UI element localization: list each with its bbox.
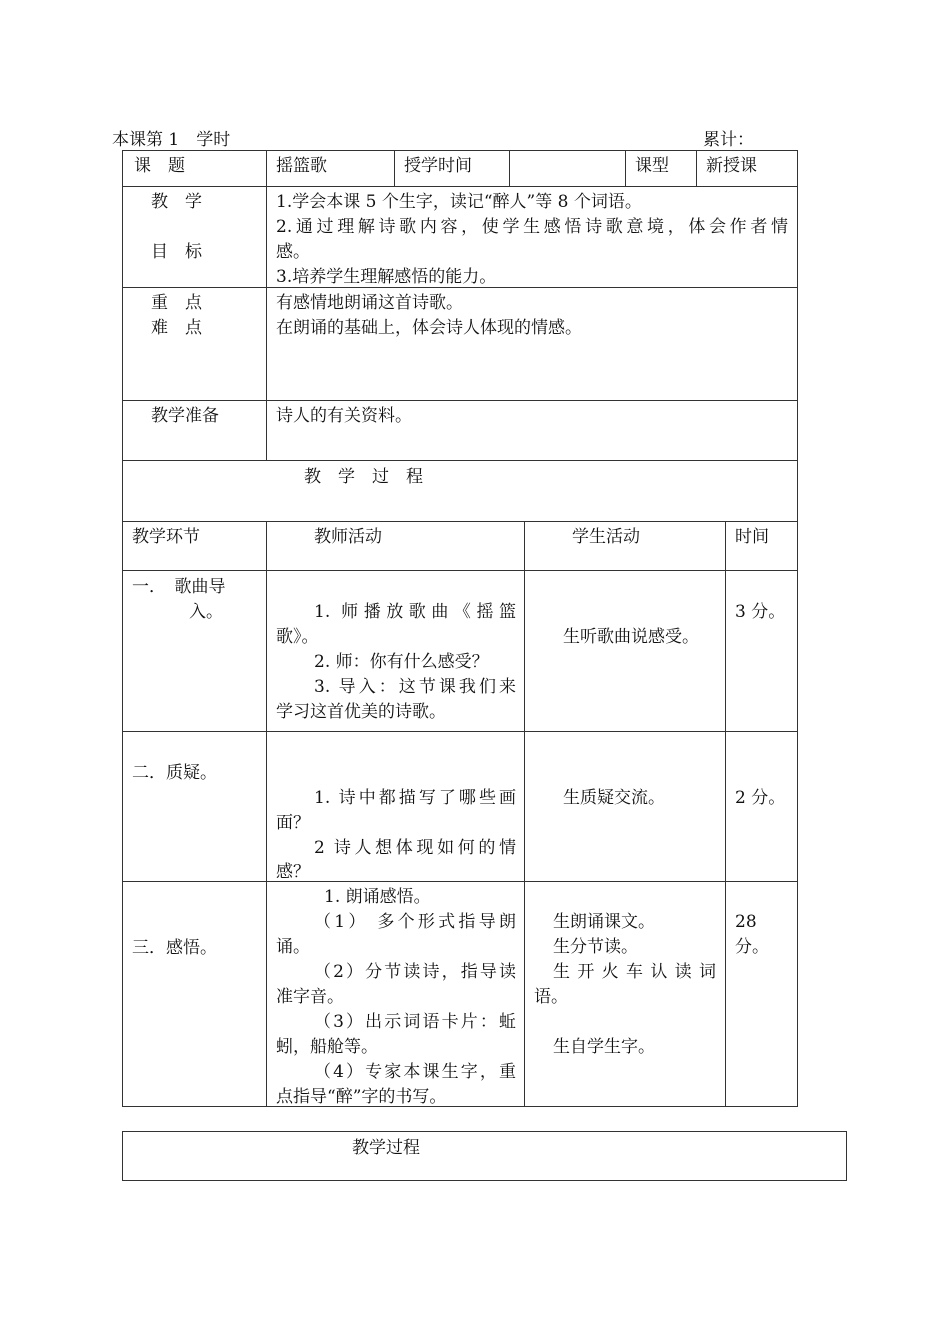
student-activity-line: 生开火车认读词 <box>553 962 716 982</box>
cumulative-label: 累计： <box>703 130 754 150</box>
stage-time: 28 <box>735 912 757 932</box>
teacher-activity-line: 2 诗人想体现如何的情 <box>314 838 516 858</box>
header-teacher-activity: 教师活动 <box>314 527 382 547</box>
lesson-type-value: 新授课 <box>706 156 757 176</box>
teacher-activity-line: （2）分节读诗，指导读 <box>314 962 516 982</box>
student-activity-line: 生自学生字。 <box>553 1037 655 1057</box>
teacher-activity-line: 点指导“醉”字的书写。 <box>276 1087 447 1107</box>
topic-label: 课 题 <box>134 156 185 176</box>
prep-value: 诗人的有关资料。 <box>276 406 412 426</box>
key-point-item: 在朗诵的基础上，体会诗人体现的情感。 <box>276 318 582 338</box>
teacher-activity-line: （4）专家本课生字，重 <box>314 1062 516 1082</box>
stage-name: 入。 <box>189 602 223 622</box>
prep-label: 教学准备 <box>151 406 219 426</box>
teacher-activity-line: 歌》。 <box>276 627 319 647</box>
stage-time: 2 分。 <box>735 788 786 808</box>
teacher-activity-line: 3. 导入：这节课我们来 <box>314 677 516 697</box>
student-activity-line: 生质疑交流。 <box>563 788 665 808</box>
teacher-activity-line: 2. 师：你有什么感受？ <box>314 652 489 672</box>
teacher-activity-line: 准字音。 <box>276 987 344 1007</box>
teacher-activity-line: （1） 多个形式指导朗 <box>314 912 516 932</box>
teacher-activity-line: 1. 师播放歌曲《摇篮 <box>314 602 516 622</box>
goal-item: 3.培养学生理解感悟的能力。 <box>276 267 497 287</box>
stage-time: 3 分。 <box>735 602 786 622</box>
lesson-period-label: 本课第 1 学时 <box>112 130 231 150</box>
goal-item: 1.学会本课 5 个生字，读记“醉人”等 8 个词语。 <box>276 192 642 212</box>
process-continuation-title: 教学过程 <box>352 1138 420 1158</box>
process-title: 教 学 过 程 <box>304 467 423 487</box>
topic-value: 摇篮歌 <box>276 156 327 176</box>
stage-name: 三．感悟。 <box>132 938 217 958</box>
teacher-activity-line: 蚓，船舱等。 <box>276 1037 378 1057</box>
goals-label-line1: 教 学 <box>151 192 202 212</box>
stage-name: 一． 歌曲导 <box>132 577 226 597</box>
teacher-activity-line: 学习这首优美的诗歌。 <box>276 702 446 722</box>
teacher-activity-line: 1. 朗诵感悟。 <box>324 887 431 907</box>
goal-item: 2.通过理解诗歌内容，使学生感悟诗歌意境，体会作者情 <box>276 217 788 237</box>
header-time: 时间 <box>735 527 769 547</box>
key-points-label-line1: 重 点 <box>151 293 202 313</box>
student-activity-line: 生分节读。 <box>553 937 638 957</box>
student-activity-line: 语。 <box>534 987 568 1007</box>
header-stage: 教学环节 <box>132 527 200 547</box>
student-activity-line: 生听歌曲说感受。 <box>563 627 699 647</box>
key-points-label-line2: 难 点 <box>151 318 202 338</box>
lesson-type-label: 课型 <box>635 156 669 176</box>
key-point-item: 有感情地朗诵这首诗歌。 <box>276 293 463 313</box>
teacher-activity-line: 1. 诗中都描写了哪些画 <box>314 788 516 808</box>
stage-name: 二．质疑。 <box>132 763 217 783</box>
process-continuation-box <box>122 1131 847 1181</box>
stage-time: 分。 <box>735 937 769 957</box>
teacher-activity-line: （3）出示词语卡片：蚯 <box>314 1012 516 1032</box>
teacher-activity-line: 感？ <box>276 862 310 882</box>
goal-item: 感。 <box>276 242 310 262</box>
teacher-activity-line: 面？ <box>276 813 310 833</box>
goals-label-line2: 目 标 <box>151 242 202 262</box>
header-student-activity: 学生活动 <box>572 527 640 547</box>
teacher-activity-line: 诵。 <box>276 937 310 957</box>
student-activity-line: 生朗诵课文。 <box>553 912 655 932</box>
teaching-time-label: 授学时间 <box>404 156 472 176</box>
